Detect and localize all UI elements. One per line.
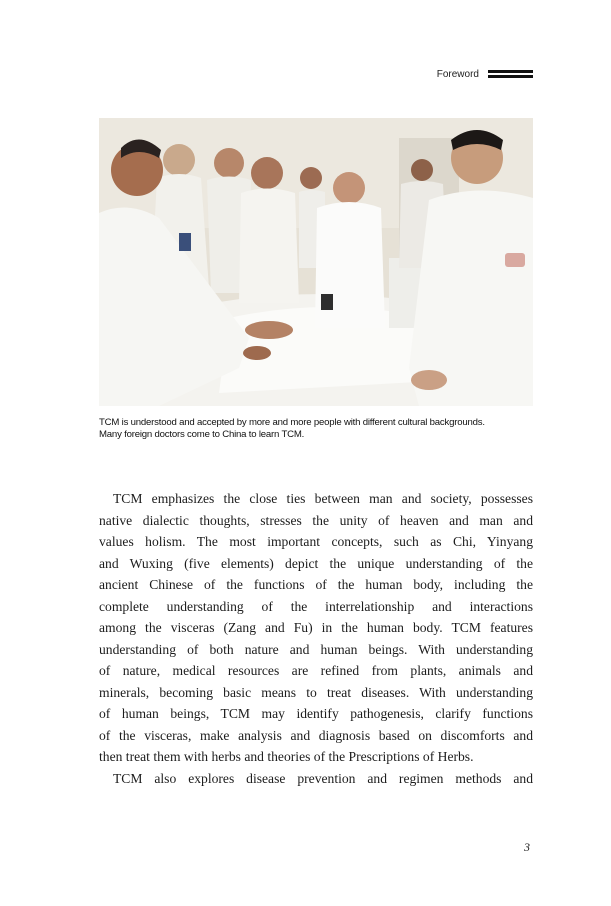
body-line: of nature, medical resources are refined from plants, animals and xyxy=(99,663,533,678)
body-text xyxy=(99,488,533,789)
body-line: of human beings, TCM may identify pathogenesis, clarify functions xyxy=(99,706,533,721)
body-line: ancient Chinese of the functions of the human body, including the xyxy=(99,577,533,592)
figure-caption xyxy=(99,417,539,441)
running-head-rule xyxy=(488,75,533,78)
body-line: TCM emphasizes the close ties between man and society, possesses xyxy=(113,491,533,506)
caption-line: Many foreign doctors come to China to learn TCM. xyxy=(99,429,305,440)
body-line: of the visceras, make analysis and diagnosis based on discomforts and xyxy=(99,727,533,743)
body-line: and Wuxing (five elements) depict the unique understanding of the xyxy=(99,555,533,571)
body-line: native dialectic thoughts, stresses the unity of heaven and man and xyxy=(99,512,533,528)
running-head xyxy=(380,68,533,82)
page-number: 3 xyxy=(524,840,530,854)
caption-line: TCM is understood and accepted by more and more people with different cultural backgrounds. xyxy=(99,417,485,428)
figure-photo xyxy=(99,118,533,406)
body-line: minerals, becoming basic means to treat diseases. With understanding xyxy=(99,684,533,700)
body-line: complete understanding of the interrelationship and interactions xyxy=(99,598,533,614)
photo-illustration xyxy=(99,118,533,406)
body-line: among the visceras (Zang and Fu) in the human body. TCM features xyxy=(99,620,533,635)
body-line: understanding of both nature and human beings. With understanding xyxy=(99,641,533,657)
running-head-label: Foreword xyxy=(436,69,479,80)
body-line: values holism. The most important concepts, such as Chi, Yinyang xyxy=(99,534,533,549)
body-line: then treat them with herbs and theories of the Prescriptions of Herbs. xyxy=(99,749,474,764)
running-head-rule xyxy=(488,70,533,73)
body-line: TCM also explores disease prevention and regimen methods and xyxy=(113,770,533,786)
